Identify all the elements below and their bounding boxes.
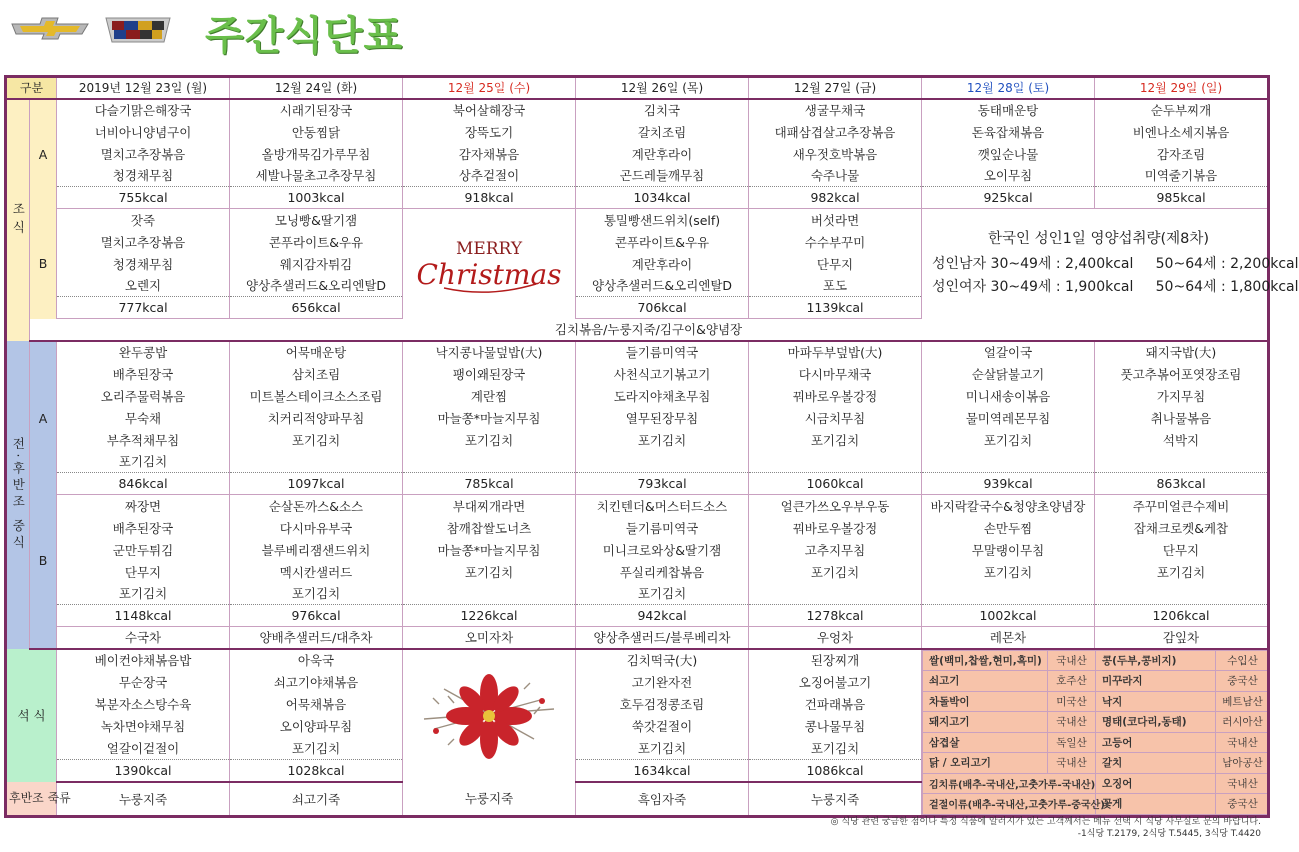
menu-item: 꿔바로우볼강정 bbox=[749, 517, 922, 539]
menu-item: 깻잎순나물 bbox=[922, 143, 1095, 165]
header-day: 2019년 12월 23일 (월) bbox=[57, 77, 230, 99]
menu-item: 미니크로와상&딸기잼 bbox=[576, 539, 749, 561]
lunch-drinks-spacer bbox=[30, 627, 57, 649]
menu-item: 콘푸라이트&우유 bbox=[576, 231, 749, 253]
menu-item: 고기완자전 bbox=[576, 671, 749, 693]
menu-item: 단무지 bbox=[57, 561, 230, 583]
menu-item: 열무된장무침 bbox=[576, 407, 749, 429]
menu-item: 쇠고기야채볶음 bbox=[230, 671, 403, 693]
menu-item: 호두검정콩조림 bbox=[576, 693, 749, 715]
menu-item: 부대찌개라면 bbox=[403, 495, 576, 517]
kcal-value: 1034kcal bbox=[576, 187, 749, 209]
kcal-value: 982kcal bbox=[749, 187, 922, 209]
menu-item: 동태매운탕 bbox=[922, 99, 1095, 121]
table-row bbox=[6, 385, 1269, 407]
menu-item bbox=[403, 583, 576, 605]
origin-item: 쇠고기 bbox=[923, 671, 1048, 692]
origin-item: 낙지 bbox=[1096, 691, 1216, 712]
chevrolet-logo-icon bbox=[10, 16, 90, 40]
menu-item: 감자채볶음 bbox=[403, 143, 576, 165]
kcal-value: 846kcal bbox=[57, 473, 230, 495]
menu-item: 잣죽 bbox=[57, 209, 230, 231]
origin-item: 고등어 bbox=[1096, 732, 1216, 753]
table-row bbox=[6, 143, 1269, 165]
kcal-value: 1634kcal bbox=[576, 759, 749, 781]
menu-item: 세발나물초고추장무침 bbox=[230, 165, 403, 187]
origin-country: 국내산 bbox=[1048, 712, 1096, 733]
table-row bbox=[6, 539, 1269, 561]
origin-country: 독일산 bbox=[1048, 732, 1096, 753]
menu-item: 베이컨야채볶음밥 bbox=[57, 649, 230, 671]
menu-item: 꿔바로우볼강정 bbox=[749, 385, 922, 407]
menu-item: 무말랭이무침 bbox=[922, 539, 1095, 561]
menu-item: 갈치조림 bbox=[576, 121, 749, 143]
menu-item: 석박지 bbox=[1095, 429, 1269, 451]
menu-item bbox=[1095, 451, 1269, 473]
menu-table-body bbox=[6, 77, 1299, 817]
menu-item: 수수부꾸미 bbox=[749, 231, 922, 253]
kcal-value: 939kcal bbox=[922, 473, 1095, 495]
origin-row bbox=[923, 773, 1270, 794]
menu-item: 포기김치 bbox=[922, 561, 1095, 583]
menu-item: 배추된장국 bbox=[57, 517, 230, 539]
menu-item: 포기김치 bbox=[749, 561, 922, 583]
origin-row bbox=[923, 732, 1270, 753]
menu-item bbox=[922, 451, 1095, 473]
kcal-value: 1278kcal bbox=[749, 605, 922, 627]
drink-item: 오미자차 bbox=[403, 627, 576, 649]
kcal-value: 1086kcal bbox=[749, 759, 922, 781]
page-title: 주간식단표 bbox=[205, 13, 404, 59]
origin-item: 삼겹살 bbox=[923, 732, 1048, 753]
table-row bbox=[6, 583, 1269, 605]
nutrition-female: 성인여자 30~49세 : 1,900kcal 50~64세 : 1,800kcal bbox=[932, 279, 1299, 296]
lunch-a-label: A bbox=[30, 341, 57, 495]
origin-country: 중국산 bbox=[1216, 794, 1270, 815]
menu-item: 포기김치 bbox=[576, 737, 749, 759]
menu-item: 비엔나소세지볶음 bbox=[1095, 121, 1269, 143]
table-row bbox=[6, 429, 1269, 451]
table-row bbox=[6, 165, 1269, 187]
menu-item: 포기김치 bbox=[230, 737, 403, 759]
menu-item: 포기김치 bbox=[1095, 561, 1269, 583]
menu-item: 잡채크로켓&케찹 bbox=[1095, 517, 1269, 539]
origin-item: 김치류(배추-국내산,고춧가루-국내산) bbox=[923, 773, 1096, 794]
menu-item: 마늘쫑*마늘지무침 bbox=[403, 539, 576, 561]
breakfast-label: 조식 bbox=[6, 99, 30, 341]
origin-row bbox=[923, 753, 1270, 774]
poinsettia-image bbox=[403, 649, 576, 782]
table-row bbox=[6, 495, 1269, 517]
breakfast-b-label: B bbox=[30, 209, 57, 319]
menu-item: 포기김치 bbox=[230, 583, 403, 605]
menu-item: 푸실리케찹볶음 bbox=[576, 561, 749, 583]
origin-item: 갈치 bbox=[1096, 753, 1216, 774]
menu-item: 물미역레몬무침 bbox=[922, 407, 1095, 429]
menu-item: 청경채무침 bbox=[57, 165, 230, 187]
menu-item: 포기김치 bbox=[576, 583, 749, 605]
breakfast-a-label: A bbox=[30, 99, 57, 209]
menu-item: 취나물볶음 bbox=[1095, 407, 1269, 429]
drink-item: 수국차 bbox=[57, 627, 230, 649]
menu-item: 생굴무채국 bbox=[749, 99, 922, 121]
menu-item: 얼갈이국 bbox=[922, 341, 1095, 363]
menu-item: 돈육잡채볶음 bbox=[922, 121, 1095, 143]
table-row bbox=[6, 319, 1269, 341]
menu-item: 콘푸라이트&우유 bbox=[230, 231, 403, 253]
menu-item: 계란후라이 bbox=[576, 253, 749, 275]
menu-item: 포기김치 bbox=[57, 583, 230, 605]
menu-item: 포기김치 bbox=[576, 429, 749, 451]
menu-item: 어묵채볶음 bbox=[230, 693, 403, 715]
menu-item: 부추적채무침 bbox=[57, 429, 230, 451]
footer-phones: -1식당 T.2179, 2식당 T.5445, 3식당 T.4420 bbox=[1077, 829, 1261, 839]
menu-item: 오렌지 bbox=[57, 275, 230, 297]
kcal-value: 1060kcal bbox=[749, 473, 922, 495]
menu-item: 어묵매운탕 bbox=[230, 341, 403, 363]
menu-item: 버섯라면 bbox=[749, 209, 922, 231]
menu-item: 치커리적양파무침 bbox=[230, 407, 403, 429]
origin-item: 쌀(백미,찹쌀,현미,흑미) bbox=[923, 650, 1048, 671]
menu-item: 팽이왜된장국 bbox=[403, 363, 576, 385]
porridge-item: 누룽지죽 bbox=[749, 782, 922, 816]
header-day: 12월 26일 (목) bbox=[576, 77, 749, 99]
kcal-value: 1003kcal bbox=[230, 187, 403, 209]
menu-item: 치킨텐더&머스터드소스 bbox=[576, 495, 749, 517]
origin-item: 콩(두부,콩비지) bbox=[1096, 650, 1216, 671]
menu-item: 아욱국 bbox=[230, 649, 403, 671]
kcal-value: 925kcal bbox=[922, 187, 1095, 209]
table-row bbox=[6, 649, 1269, 671]
menu-item: 멕시칸샐러드 bbox=[230, 561, 403, 583]
menu-item: 포기김치 bbox=[749, 737, 922, 759]
menu-item: 들기름미역국 bbox=[576, 517, 749, 539]
menu-item: 미트볼스테이크소스조림 bbox=[230, 385, 403, 407]
cadillac-logo-icon bbox=[104, 12, 172, 46]
kcal-value: 1390kcal bbox=[57, 759, 230, 781]
porridge-item: 흑임자죽 bbox=[576, 782, 749, 816]
menu-item: 안동찜닭 bbox=[230, 121, 403, 143]
table-row bbox=[6, 209, 1269, 231]
table-row bbox=[6, 561, 1269, 583]
origin-item: 돼지고기 bbox=[923, 712, 1048, 733]
drink-item: 레몬차 bbox=[922, 627, 1095, 649]
menu-item: 멸치고추장볶음 bbox=[57, 231, 230, 253]
nutrition-male: 성인남자 30~49세 : 2,400kcal 50~64세 : 2,200kcal bbox=[932, 256, 1299, 273]
kcal-value: 1139kcal bbox=[749, 297, 922, 319]
menu-item: 바지락칼국수&청양초양념장 bbox=[922, 495, 1095, 517]
drink-item: 우엉차 bbox=[749, 627, 922, 649]
menu-item: 마늘쫑*마늘지무침 bbox=[403, 407, 576, 429]
kcal-value: 1002kcal bbox=[922, 605, 1095, 627]
menu-item: 완두콩밥 bbox=[57, 341, 230, 363]
menu-item: 사천식고기볶고기 bbox=[576, 363, 749, 385]
christmas-image bbox=[403, 209, 576, 319]
menu-item: 장뚝도기 bbox=[403, 121, 576, 143]
origin-row bbox=[923, 650, 1270, 671]
kcal-value: 1226kcal bbox=[403, 605, 576, 627]
kcal-value: 785kcal bbox=[403, 473, 576, 495]
origin-item: 차돌박이 bbox=[923, 691, 1048, 712]
origin-row bbox=[923, 671, 1270, 692]
menu-item: 미역줄기볶음 bbox=[1095, 165, 1269, 187]
menu-item: 오징어불고기 bbox=[749, 671, 922, 693]
menu-item: 오이양파무침 bbox=[230, 715, 403, 737]
kcal-value: 755kcal bbox=[57, 187, 230, 209]
menu-item: 다슬기맑은해장국 bbox=[57, 99, 230, 121]
table-row bbox=[6, 451, 1269, 473]
menu-item: 북어살해장국 bbox=[403, 99, 576, 121]
header-gubun: 구분 bbox=[6, 77, 57, 99]
menu-item: 된장찌개 bbox=[749, 649, 922, 671]
table-row bbox=[6, 627, 1269, 649]
menu-item: 배추된장국 bbox=[57, 363, 230, 385]
menu-item: 군만두튀김 bbox=[57, 539, 230, 561]
menu-item: 상추겉절이 bbox=[403, 165, 576, 187]
origin-country: 국내산 bbox=[1048, 650, 1096, 671]
menu-item: 시래기된장국 bbox=[230, 99, 403, 121]
origin-country: 남아공산 bbox=[1216, 753, 1270, 774]
menu-item: 양상추샐러드&오리엔탈D bbox=[230, 275, 403, 297]
origin-country: 국내산 bbox=[1216, 773, 1270, 794]
origin-item: 닭 / 오리고기 bbox=[923, 753, 1048, 774]
menu-item: 짜장면 bbox=[57, 495, 230, 517]
menu-item: 고추지무침 bbox=[749, 539, 922, 561]
origin-item: 꽃게 bbox=[1096, 794, 1216, 815]
menu-item: 삼치조림 bbox=[230, 363, 403, 385]
menu-item bbox=[230, 451, 403, 473]
origin-item: 오징어 bbox=[1096, 773, 1216, 794]
menu-item: 단무지 bbox=[749, 253, 922, 275]
origin-row bbox=[923, 794, 1270, 815]
menu-item: 얼큰가쓰오우부우동 bbox=[749, 495, 922, 517]
kcal-value: 777kcal bbox=[57, 297, 230, 319]
table-row bbox=[6, 473, 1269, 495]
kcal-value: 706kcal bbox=[576, 297, 749, 319]
menu-item bbox=[576, 451, 749, 473]
menu-item: 무숙채 bbox=[57, 407, 230, 429]
kcal-value: 976kcal bbox=[230, 605, 403, 627]
menu-item: 포기김치 bbox=[57, 451, 230, 473]
page-header bbox=[0, 0, 1271, 72]
menu-item: 모닝빵&딸기잼 bbox=[230, 209, 403, 231]
menu-item: 올방개묵김가루무침 bbox=[230, 143, 403, 165]
menu-item: 건파래볶음 bbox=[749, 693, 922, 715]
menu-item: 손만두찜 bbox=[922, 517, 1095, 539]
origin-country: 미국산 bbox=[1048, 691, 1096, 712]
merry-christmas-icon bbox=[416, 222, 562, 302]
breakfast-common-items: 김치볶음/누룽지죽/김구이&양념장 bbox=[30, 319, 1269, 341]
menu-item: 통밀빵샌드위치(self) bbox=[576, 209, 749, 231]
weekly-menu-table bbox=[4, 75, 1299, 818]
kcal-value: 1148kcal bbox=[57, 605, 230, 627]
header-day: 12월 28일 (토) bbox=[922, 77, 1095, 99]
menu-item: 얼갈이겉절이 bbox=[57, 737, 230, 759]
menu-item: 참깨찹쌀도너츠 bbox=[403, 517, 576, 539]
kcal-value: 1097kcal bbox=[230, 473, 403, 495]
table-row bbox=[6, 605, 1269, 627]
menu-item: 돼지국밥(大) bbox=[1095, 341, 1269, 363]
origin-country: 호주산 bbox=[1048, 671, 1096, 692]
nutrition-title: 한국인 성인1일 영양섭취량(제8차) bbox=[987, 231, 1210, 248]
table-row bbox=[6, 77, 1269, 99]
table-row bbox=[6, 517, 1269, 539]
kcal-value: 1206kcal bbox=[1095, 605, 1269, 627]
header-day: 12월 27일 (금) bbox=[749, 77, 922, 99]
menu-item: 순살닭불고기 bbox=[922, 363, 1095, 385]
menu-item: 오리주물럭볶음 bbox=[57, 385, 230, 407]
menu-item: 다시마유부국 bbox=[230, 517, 403, 539]
menu-item: 주꾸미얼큰수제비 bbox=[1095, 495, 1269, 517]
menu-item: 마파두부덮밥(大) bbox=[749, 341, 922, 363]
header-day: 12월 24일 (화) bbox=[230, 77, 403, 99]
footer-notice: ◎ 식당 관련 궁금한 점이나 특정 식품에 알러지가 있는 고객께서는 메뉴 선택 시 식당 사무실로 문의 바랍니다. bbox=[830, 817, 1261, 827]
menu-item: 웨지감자튀김 bbox=[230, 253, 403, 275]
menu-item: 복분자소스탕수육 bbox=[57, 693, 230, 715]
menu-item: 다시마무채국 bbox=[749, 363, 922, 385]
menu-item bbox=[1095, 583, 1269, 605]
table-row bbox=[6, 187, 1269, 209]
origin-country: 국내산 bbox=[1216, 732, 1270, 753]
origin-info bbox=[922, 649, 1269, 817]
menu-item: 무순장국 bbox=[57, 671, 230, 693]
table-row bbox=[6, 341, 1269, 363]
origin-row bbox=[923, 712, 1270, 733]
menu-item: 블루베리잼샌드위치 bbox=[230, 539, 403, 561]
origin-country: 국내산 bbox=[1048, 753, 1096, 774]
menu-item: 대패삼겹살고추장볶음 bbox=[749, 121, 922, 143]
kcal-value: 793kcal bbox=[576, 473, 749, 495]
lunch-b-label: B bbox=[30, 495, 57, 627]
kcal-value: 918kcal bbox=[403, 187, 576, 209]
poinsettia-icon bbox=[414, 659, 564, 769]
menu-item: 포기김치 bbox=[403, 429, 576, 451]
menu-item: 멸치고추장볶음 bbox=[57, 143, 230, 165]
menu-item: 곤드레들깨무침 bbox=[576, 165, 749, 187]
menu-item: 포도 bbox=[749, 275, 922, 297]
porridge-item: 누룽지죽 bbox=[403, 782, 576, 816]
menu-item bbox=[403, 451, 576, 473]
header-day: 12월 29일 (일) bbox=[1095, 77, 1269, 99]
menu-item: 콩나물무침 bbox=[749, 715, 922, 737]
footer-note bbox=[831, 816, 1261, 840]
porridge-item: 누룽지죽 bbox=[57, 782, 230, 816]
drink-item: 양상추샐러드/블루베리차 bbox=[576, 627, 749, 649]
origin-country: 중국산 bbox=[1216, 671, 1270, 692]
kcal-value: 863kcal bbox=[1095, 473, 1269, 495]
menu-item: 녹차면야채무침 bbox=[57, 715, 230, 737]
header-day: 12월 25일 (수) bbox=[403, 77, 576, 99]
kcal-value: 656kcal bbox=[230, 297, 403, 319]
menu-item bbox=[749, 583, 922, 605]
table-row bbox=[6, 407, 1269, 429]
origin-item: 명태(코다리,동태) bbox=[1096, 712, 1216, 733]
menu-item bbox=[922, 583, 1095, 605]
menu-item: 김치국 bbox=[576, 99, 749, 121]
table-row bbox=[6, 99, 1269, 121]
origin-country: 수입산 bbox=[1216, 650, 1270, 671]
menu-item bbox=[749, 451, 922, 473]
menu-item: 미니새송이볶음 bbox=[922, 385, 1095, 407]
nutrition-info bbox=[922, 209, 1299, 319]
menu-item: 포기김치 bbox=[230, 429, 403, 451]
menu-item: 풋고추볶어포엿장조림 bbox=[1095, 363, 1269, 385]
lunch-label: 전·후반조 중식 bbox=[6, 341, 30, 649]
menu-item: 숙주나물 bbox=[749, 165, 922, 187]
menu-item: 포기김치 bbox=[749, 429, 922, 451]
svg-text:MERRY: MERRY bbox=[455, 239, 523, 260]
menu-item: 오이무침 bbox=[922, 165, 1095, 187]
menu-item: 너비아니양념구이 bbox=[57, 121, 230, 143]
drink-item: 감잎차 bbox=[1095, 627, 1269, 649]
origin-row bbox=[923, 691, 1270, 712]
origin-table bbox=[922, 650, 1270, 815]
menu-item: 포기김치 bbox=[403, 561, 576, 583]
menu-item: 낙지콩나물덮밥(大) bbox=[403, 341, 576, 363]
menu-item: 단무지 bbox=[1095, 539, 1269, 561]
menu-item: 계란찜 bbox=[403, 385, 576, 407]
menu-item: 도라지야채초무침 bbox=[576, 385, 749, 407]
menu-item: 가지무침 bbox=[1095, 385, 1269, 407]
menu-item: 들기름미역국 bbox=[576, 341, 749, 363]
table-row bbox=[6, 121, 1269, 143]
menu-item: 김치떡국(大) bbox=[576, 649, 749, 671]
dinner-label: 석 식 bbox=[6, 649, 57, 782]
svg-text:Christmas: Christmas bbox=[416, 258, 562, 292]
menu-item: 순살돈까스&소스 bbox=[230, 495, 403, 517]
origin-item: 겉절이류(배추-국내산,고춧가루-중국산) bbox=[923, 794, 1096, 815]
origin-country: 러시아산 bbox=[1216, 712, 1270, 733]
origin-item: 미꾸라지 bbox=[1096, 671, 1216, 692]
drink-item: 양배추샐러드/대추차 bbox=[230, 627, 403, 649]
menu-item: 쑥갓겉절이 bbox=[576, 715, 749, 737]
menu-item: 양상추샐러드&오리엔탈D bbox=[576, 275, 749, 297]
porridge-item: 쇠고기죽 bbox=[230, 782, 403, 816]
kcal-value: 942kcal bbox=[576, 605, 749, 627]
kcal-value: 1028kcal bbox=[230, 759, 403, 781]
menu-item: 청경채무침 bbox=[57, 253, 230, 275]
table-row bbox=[6, 363, 1269, 385]
menu-item: 포기김치 bbox=[922, 429, 1095, 451]
menu-item: 계란후라이 bbox=[576, 143, 749, 165]
menu-item: 감자조림 bbox=[1095, 143, 1269, 165]
menu-item: 새우젓호박볶음 bbox=[749, 143, 922, 165]
porridge-label: 후반조 죽류 bbox=[6, 782, 57, 816]
kcal-value: 985kcal bbox=[1095, 187, 1269, 209]
menu-item: 순두부찌개 bbox=[1095, 99, 1269, 121]
origin-country: 베트남산 bbox=[1216, 691, 1270, 712]
menu-item: 시금치무침 bbox=[749, 407, 922, 429]
